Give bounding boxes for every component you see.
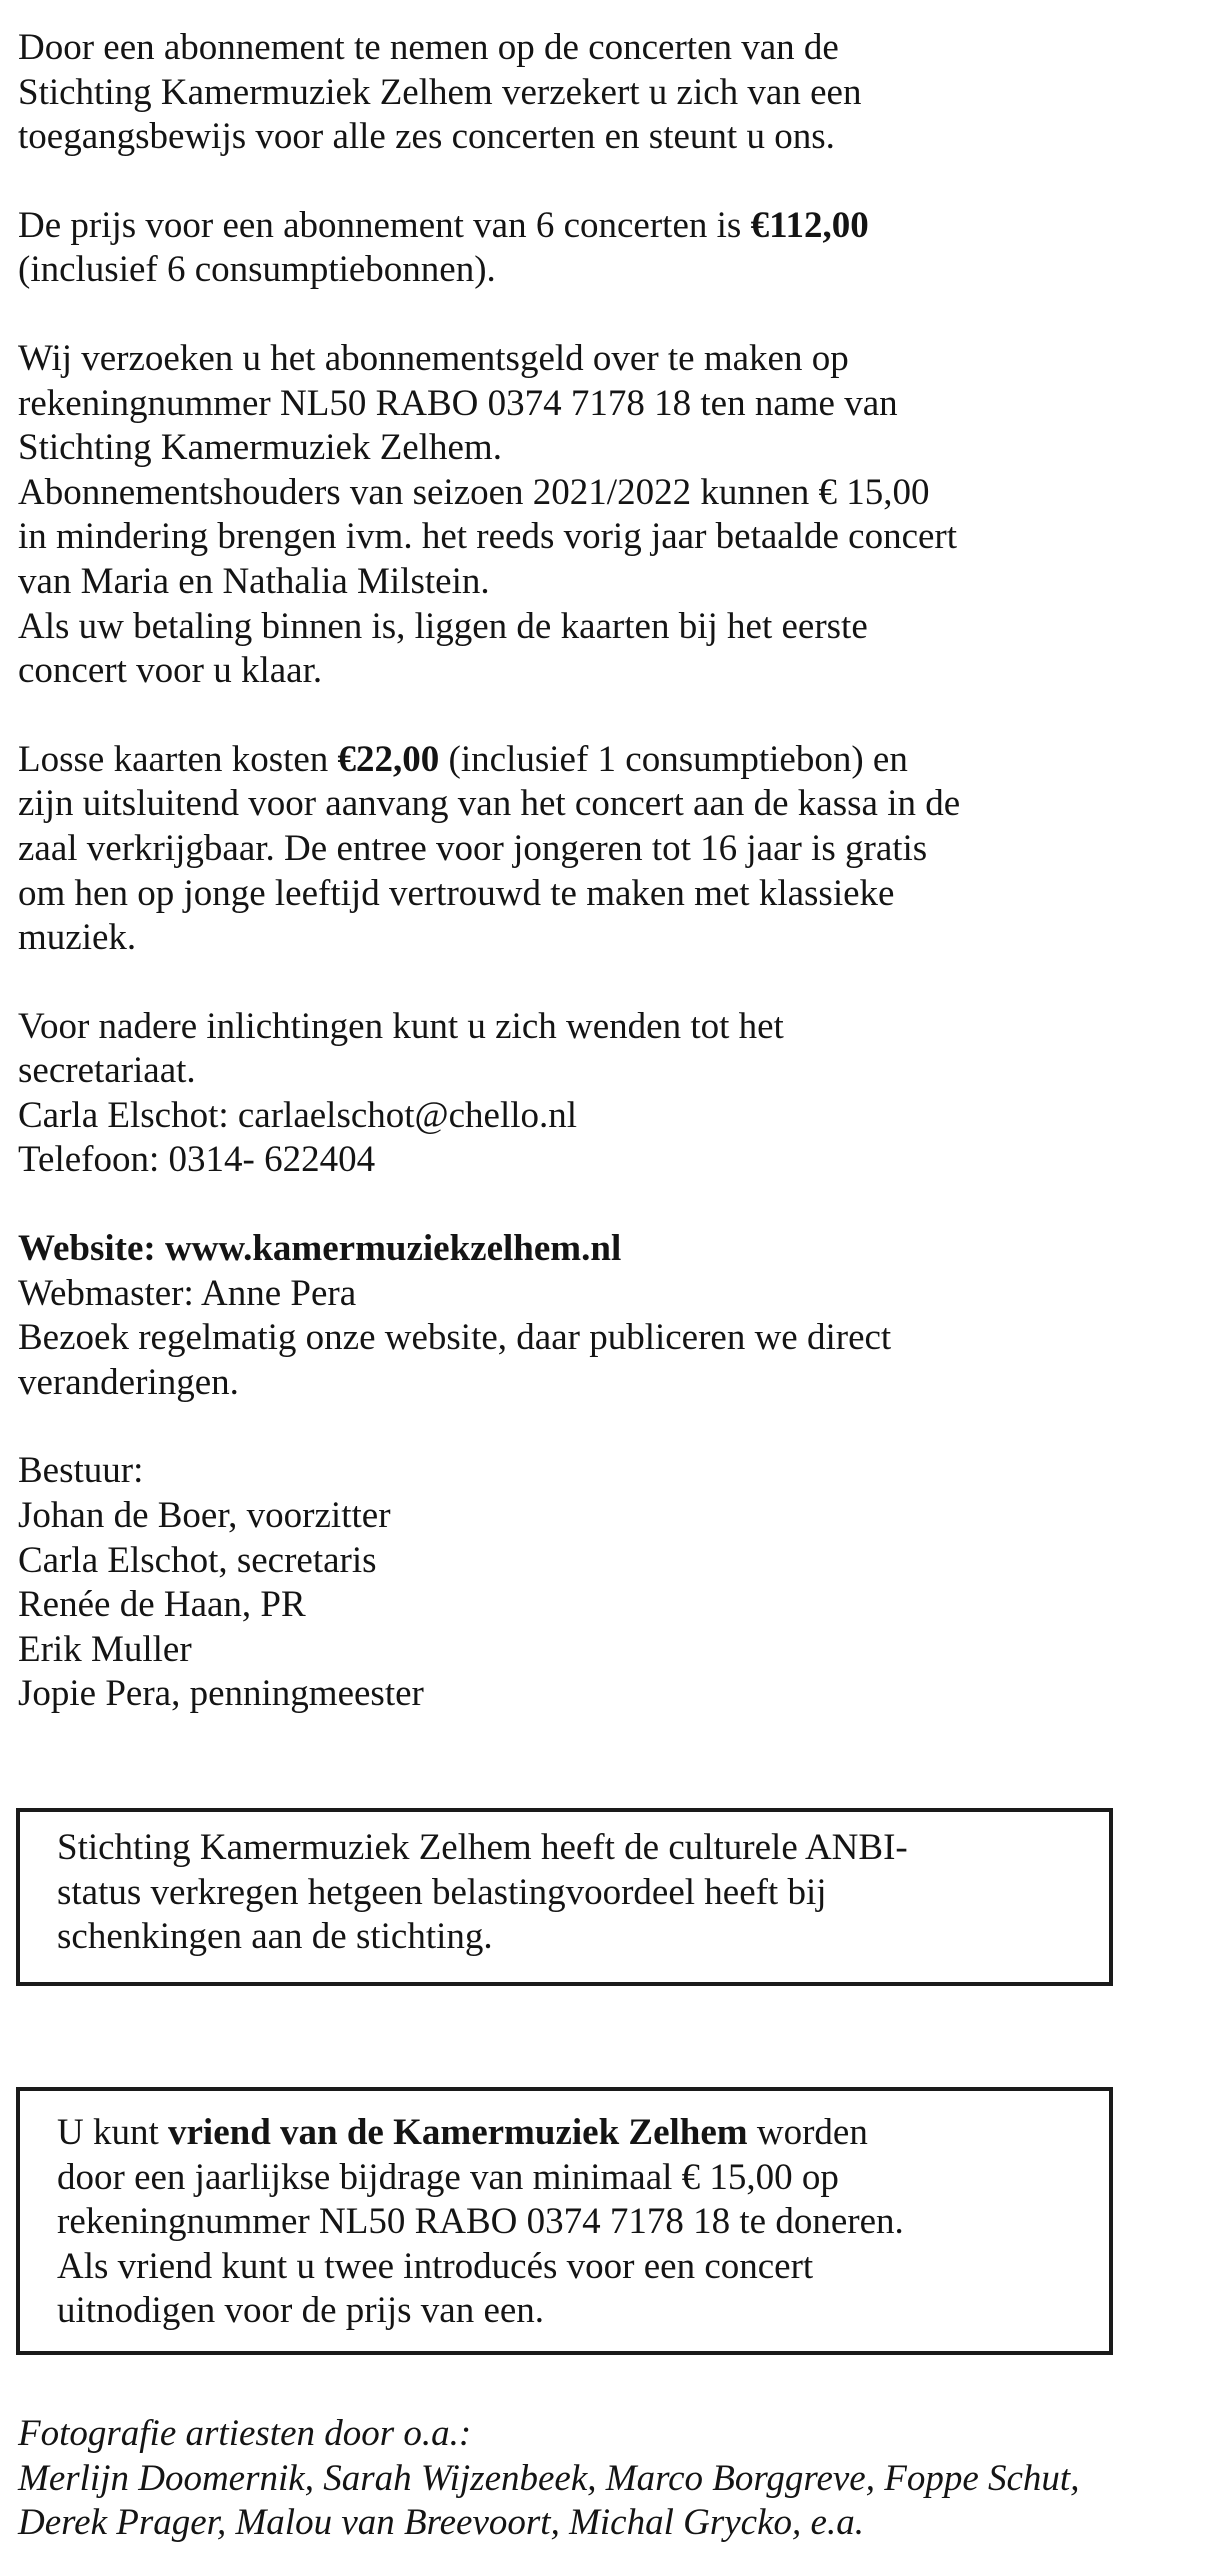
board-member: Erik Muller xyxy=(18,1628,192,1670)
payment-line: concert voor u klaar. xyxy=(18,650,323,692)
webmaster-line: Webmaster: Anne Pera xyxy=(18,1272,357,1314)
website-line: Bezoek regelmatig onze website, daar publiceren we direct xyxy=(18,1317,892,1359)
friend-text: worden xyxy=(747,2112,868,2153)
tickets-line xyxy=(18,738,1198,783)
intro-line: toegangsbewijs voor alle zes concerten en steunt u ons. xyxy=(18,116,835,158)
price-line: (inclusief 6 consumptiebonnen). xyxy=(18,249,496,291)
board-heading: Bestuur: xyxy=(18,1450,144,1492)
payment-line: rekeningnummer NL50 RABO 0374 7178 18 ten name van xyxy=(18,382,898,424)
payment-line: van Maria en Nathalia Milstein. xyxy=(18,560,490,602)
website-heading: Website: www.kamermuziekzelhem.nl xyxy=(18,1228,622,1270)
credits-heading: Fotografie artiesten door o.a.: xyxy=(18,2413,472,2454)
website-line: veranderingen. xyxy=(18,1361,239,1403)
intro-line: Door een abonnement te nemen op de concerten van de xyxy=(18,27,839,68)
friend-highlight: vriend van de Kamermuziek Zelhem xyxy=(168,2112,748,2153)
credits-line: Derek Prager, Malou van Breevoort, Michal Grycko, e.a. xyxy=(18,2502,864,2544)
board-member: Johan de Boer, voorzitter xyxy=(18,1495,391,1537)
photo-credits xyxy=(18,2412,1079,2546)
subscription-price: €112,00 xyxy=(750,204,869,246)
anbi-notice-box xyxy=(16,1808,1113,1986)
payment-line: Wij verzoeken u het abonnementsgeld over te maken op xyxy=(18,337,849,379)
tickets-line: om hen op jonge leeftijd vertrouwd te maken met klassieke xyxy=(18,872,895,914)
price-paragraph xyxy=(18,204,1198,293)
payment-line: in mindering brengen ivm. het reeds vorig jaar betaalde concert xyxy=(18,516,958,558)
friend-line: Als vriend kunt u twee introducés voor een concert xyxy=(57,2245,814,2287)
payment-line: Als uw betaling binnen is, liggen de kaarten bij het eerste xyxy=(18,605,868,647)
ticket-price: €22,00 xyxy=(337,738,440,780)
contact-line: Voor nadere inlichtingen kunt u zich wenden tot het xyxy=(18,1005,784,1047)
board-member: Jopie Pera, penningmeester xyxy=(18,1673,424,1715)
contact-email: Carla Elschot: carlaelschot@chello.nl xyxy=(18,1094,578,1136)
anbi-line: Stichting Kamermuziek Zelhem heeft de culturele ANBI- xyxy=(57,1827,908,1868)
friend-line: door een jaarlijkse bijdrage van minimaal € 15,00 op xyxy=(57,2156,839,2198)
friend-line: uitnodigen voor de prijs van een. xyxy=(57,2290,545,2332)
board-member: Renée de Haan, PR xyxy=(18,1584,306,1626)
website-paragraph xyxy=(18,1227,1198,1405)
board-paragraph xyxy=(18,1449,1198,1717)
anbi-line: schenkingen aan de stichting. xyxy=(57,1916,493,1958)
anbi-line: status verkregen hetgeen belastingvoordeel heeft bij xyxy=(57,1871,827,1913)
payment-paragraph xyxy=(18,337,1198,694)
contact-line: secretariaat. xyxy=(18,1050,196,1092)
friend-text: U kunt xyxy=(57,2112,168,2153)
contact-phone: Telefoon: 0314- 622404 xyxy=(18,1139,376,1181)
document-body xyxy=(18,26,1198,1717)
board-member: Carla Elschot, secretaris xyxy=(18,1539,377,1581)
tickets-line: muziek. xyxy=(18,917,137,959)
tickets-line: zaal verkrijgbaar. De entree voor jongeren tot 16 jaar is gratis xyxy=(18,827,928,869)
tickets-paragraph xyxy=(18,738,1198,961)
credits-line: Merlijn Doomernik, Sarah Wijzenbeek, Marco Borggreve, Foppe Schut, xyxy=(18,2457,1080,2499)
price-line xyxy=(18,204,1198,249)
payment-line: Abonnementshouders van seizoen 2021/2022 kunnen € 15,00 xyxy=(18,471,930,513)
friend-line: rekeningnummer NL50 RABO 0374 7178 18 te doneren. xyxy=(57,2201,904,2243)
payment-line: Stichting Kamermuziek Zelhem. xyxy=(18,427,502,469)
tickets-text: Losse kaarten kosten xyxy=(18,738,338,780)
intro-line: Stichting Kamermuziek Zelhem verzekert u zich van een xyxy=(18,71,862,113)
price-text: De prijs voor een abonnement van 6 concerten is xyxy=(18,204,751,246)
contact-paragraph xyxy=(18,1005,1198,1183)
friend-notice-box xyxy=(16,2087,1113,2355)
intro-paragraph xyxy=(18,26,1198,160)
tickets-text: (inclusief 1 consumptiebon) en xyxy=(439,738,908,780)
friend-line xyxy=(57,2111,1109,2156)
tickets-line: zijn uitsluitend voor aanvang van het concert aan de kassa in de xyxy=(18,783,961,825)
